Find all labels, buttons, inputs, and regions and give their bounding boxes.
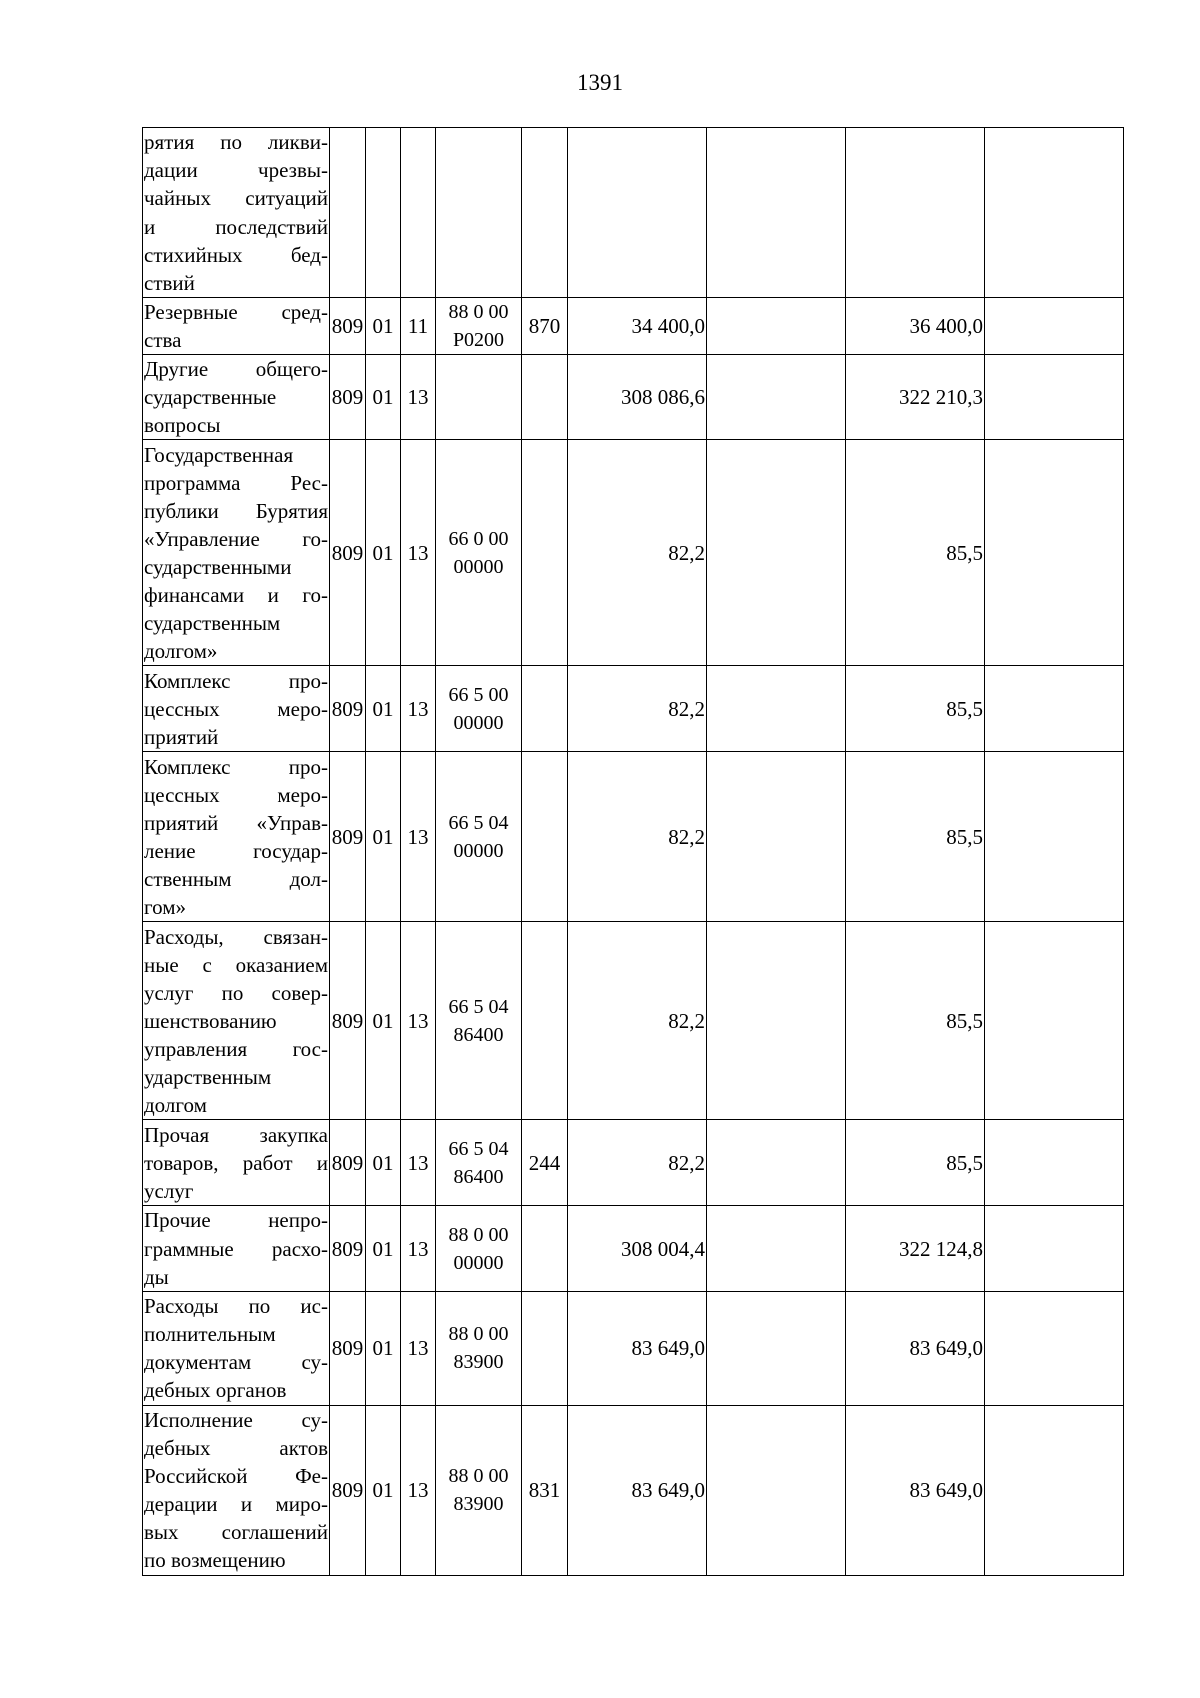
amount-cell-1: [568, 128, 707, 298]
grbs-code-cell: 809: [330, 752, 366, 922]
expense-type-cell: [522, 355, 568, 440]
table-row: [143, 922, 1124, 1120]
subsection-code-cell: 13: [401, 922, 436, 1120]
table-row: [143, 128, 1124, 298]
expense-name-cell: [143, 440, 330, 666]
amount-cell-3: 83 649,0: [846, 1405, 985, 1575]
grbs-code-cell: 809: [330, 1120, 366, 1206]
subsection-code-cell: 13: [401, 1291, 436, 1405]
amount-cell-1: 34 400,0: [568, 298, 707, 355]
section-code-cell: 01: [366, 298, 401, 355]
amount-cell-1: 82,2: [568, 922, 707, 1120]
expense-name-line: Государственная: [144, 442, 294, 467]
expense-name-line: ударственным: [144, 1065, 272, 1090]
expense-type-cell: [522, 1291, 568, 1405]
expense-name-line: управления гос-: [144, 1037, 328, 1062]
expense-name-cell: [143, 1291, 330, 1405]
target-article-line: 83900: [453, 1493, 504, 1516]
expense-name-cell: [143, 1120, 330, 1206]
expense-name-line: вопросы: [144, 413, 221, 438]
grbs-code-cell: 809: [330, 1405, 366, 1575]
expense-name-line: и последствий: [144, 214, 328, 239]
expense-type-cell: 244: [522, 1120, 568, 1206]
expense-name-line: вых соглашений: [144, 1520, 328, 1545]
amount-cell-2: [707, 666, 846, 752]
subsection-code-cell: 11: [401, 298, 436, 355]
expense-name-line: рятия по ликви-: [144, 130, 328, 155]
table-row: [143, 1206, 1124, 1291]
table-row: [143, 1405, 1124, 1575]
expense-name-line: ствий: [144, 270, 195, 295]
expense-type-cell: [522, 922, 568, 1120]
expense-name-line: Прочая закупка: [144, 1122, 328, 1147]
amount-cell-3: 83 649,0: [846, 1291, 985, 1405]
amount-cell-1: 83 649,0: [568, 1405, 707, 1575]
amount-cell-3: 322 210,3: [846, 355, 985, 440]
amount-cell-1: 82,2: [568, 1120, 707, 1206]
amount-cell-4: [985, 440, 1124, 666]
expense-name-line: ные с оказанием: [144, 952, 328, 977]
budget-table: [142, 127, 1124, 1576]
grbs-code-cell: 809: [330, 1291, 366, 1405]
expense-name-line: дации чрезвы-: [144, 158, 328, 183]
expense-name-line: долгом»: [144, 639, 218, 664]
expense-name-line: Исполнение су-: [144, 1407, 328, 1432]
expense-name-line: финансами и го-: [144, 583, 328, 608]
expense-type-cell: 831: [522, 1405, 568, 1575]
expense-name-cell: [143, 298, 330, 355]
table-body: [143, 128, 1124, 1576]
expense-name-cell: [143, 128, 330, 298]
expense-name-line: Резервные сред-: [144, 300, 328, 324]
subsection-code-cell: 13: [401, 355, 436, 440]
target-article-line: 86400: [453, 1165, 504, 1188]
expense-name-line: Комплекс про-: [144, 668, 328, 693]
expense-name-cell: [143, 1405, 330, 1575]
subsection-code-cell: 13: [401, 752, 436, 922]
expense-name-cell: [143, 922, 330, 1120]
expense-name-line: товаров, работ и: [144, 1150, 328, 1175]
expense-name-line: долгом: [144, 1093, 207, 1118]
amount-cell-2: [707, 752, 846, 922]
expense-name-line: Расходы, связан-: [144, 924, 328, 949]
expense-name-line: Прочие непро-: [144, 1208, 328, 1233]
amount-cell-1: 308 086,6: [568, 355, 707, 440]
target-article-line: 66 5 04: [448, 1137, 509, 1160]
table-row: [143, 1291, 1124, 1405]
section-code-cell: 01: [366, 752, 401, 922]
table-row: [143, 355, 1124, 440]
target-article-line: 88 0 00: [448, 1323, 509, 1346]
table-row: [143, 666, 1124, 752]
expense-name-line: ства: [144, 328, 182, 353]
expense-name-line: приятий «Управ-: [144, 810, 328, 835]
target-article-cell: [436, 440, 522, 666]
expense-name-line: Расходы по ис-: [144, 1294, 328, 1319]
target-article-line: 00000: [453, 711, 504, 734]
amount-cell-1: 82,2: [568, 666, 707, 752]
section-code-cell: 01: [366, 666, 401, 752]
target-article-cell: [436, 1206, 522, 1291]
expense-type-cell: [522, 128, 568, 298]
section-code-cell: 01: [366, 1206, 401, 1291]
expense-name-line: Другие общего-: [144, 357, 328, 382]
grbs-code-cell: 809: [330, 922, 366, 1120]
target-article-cell: [436, 355, 522, 440]
target-article-line: 88 0 00: [448, 1223, 509, 1246]
amount-cell-3: 85,5: [846, 440, 985, 666]
target-article-line: 88 0 00: [448, 301, 509, 324]
section-code-cell: 01: [366, 1120, 401, 1206]
subsection-code-cell: [401, 128, 436, 298]
amount-cell-1: 83 649,0: [568, 1291, 707, 1405]
amount-cell-1: 308 004,4: [568, 1206, 707, 1291]
expense-name-line: «Управление го-: [144, 526, 328, 551]
target-article-cell: [436, 666, 522, 752]
table-row: [143, 752, 1124, 922]
table-row: [143, 298, 1124, 355]
section-code-cell: [366, 128, 401, 298]
expense-name-line: граммные расхо-: [144, 1236, 328, 1261]
expense-name-line: приятий: [144, 725, 219, 750]
amount-cell-2: [707, 1120, 846, 1206]
expense-name-cell: [143, 355, 330, 440]
expense-name-line: ление государ-: [144, 838, 328, 863]
expense-name-cell: [143, 666, 330, 752]
expense-name-line: дебных органов: [144, 1378, 287, 1403]
target-article-line: 66 0 00: [448, 527, 509, 550]
expense-type-cell: [522, 752, 568, 922]
target-article-cell: [436, 1405, 522, 1575]
target-article-cell: [436, 1291, 522, 1405]
expense-name-line: дерации и миро-: [144, 1492, 328, 1517]
grbs-code-cell: 809: [330, 666, 366, 752]
amount-cell-4: [985, 752, 1124, 922]
amount-cell-3: [846, 128, 985, 298]
amount-cell-2: [707, 1291, 846, 1405]
target-article-line: 66 5 04: [448, 811, 509, 834]
amount-cell-4: [985, 1206, 1124, 1291]
amount-cell-2: [707, 1405, 846, 1575]
section-code-cell: 01: [366, 1291, 401, 1405]
expense-type-cell: [522, 1206, 568, 1291]
amount-cell-1: 82,2: [568, 752, 707, 922]
expense-name-line: цессных меро-: [144, 782, 328, 807]
expense-type-cell: 870: [522, 298, 568, 355]
amount-cell-3: 85,5: [846, 752, 985, 922]
amount-cell-2: [707, 922, 846, 1120]
expense-name-line: цессных меро-: [144, 696, 328, 721]
expense-name-line: Российской Фе-: [144, 1464, 328, 1489]
expense-name-line: публики Бурятия: [144, 498, 328, 523]
expense-name-line: программа Рес-: [144, 470, 328, 495]
expense-name-line: шенствованию: [144, 1008, 277, 1033]
grbs-code-cell: 809: [330, 440, 366, 666]
expense-type-cell: [522, 440, 568, 666]
section-code-cell: 01: [366, 922, 401, 1120]
amount-cell-3: 85,5: [846, 666, 985, 752]
expense-name-line: Комплекс про-: [144, 754, 328, 779]
section-code-cell: 01: [366, 440, 401, 666]
amount-cell-3: 36 400,0: [846, 298, 985, 355]
target-article-line: 83900: [453, 1351, 504, 1374]
expense-name-line: дебных актов: [144, 1436, 328, 1461]
amount-cell-4: [985, 1405, 1124, 1575]
table-row: [143, 1120, 1124, 1206]
amount-cell-3: 322 124,8: [846, 1206, 985, 1291]
amount-cell-2: [707, 298, 846, 355]
expense-name-line: услуг по совер-: [144, 980, 328, 1005]
target-article-line: 66 5 00: [448, 683, 509, 706]
amount-cell-4: [985, 666, 1124, 752]
amount-cell-2: [707, 355, 846, 440]
target-article-cell: [436, 128, 522, 298]
amount-cell-2: [707, 440, 846, 666]
amount-cell-4: [985, 1291, 1124, 1405]
subsection-code-cell: 13: [401, 666, 436, 752]
amount-cell-3: 85,5: [846, 922, 985, 1120]
amount-cell-3: 85,5: [846, 1120, 985, 1206]
target-article-line: 86400: [453, 1023, 504, 1046]
table-row: [143, 440, 1124, 666]
target-article-cell: [436, 1120, 522, 1206]
amount-cell-4: [985, 1120, 1124, 1206]
section-code-cell: 01: [366, 355, 401, 440]
expense-name-line: ственным дол-: [144, 867, 328, 892]
amount-cell-2: [707, 1206, 846, 1291]
target-article-line: 00000: [453, 1251, 504, 1274]
subsection-code-cell: 13: [401, 1120, 436, 1206]
expense-name-cell: [143, 1206, 330, 1291]
amount-cell-2: [707, 128, 846, 298]
target-article-line: 66 5 04: [448, 995, 509, 1018]
grbs-code-cell: 809: [330, 1206, 366, 1291]
target-article-cell: [436, 752, 522, 922]
subsection-code-cell: 13: [401, 440, 436, 666]
target-article-line: 88 0 00: [448, 1465, 509, 1488]
expense-name-line: сударственным: [144, 611, 281, 636]
subsection-code-cell: 13: [401, 1405, 436, 1575]
amount-cell-4: [985, 355, 1124, 440]
expense-name-line: сударственные: [144, 385, 277, 410]
section-code-cell: 01: [366, 1405, 401, 1575]
grbs-code-cell: 809: [330, 298, 366, 355]
expense-name-line: чайных ситуаций: [144, 186, 328, 211]
subsection-code-cell: 13: [401, 1206, 436, 1291]
amount-cell-4: [985, 128, 1124, 298]
expense-name-line: стихийных бед-: [144, 242, 328, 267]
grbs-code-cell: 809: [330, 355, 366, 440]
expense-name-line: по возмещению: [144, 1548, 286, 1573]
expense-name-cell: [143, 752, 330, 922]
target-article-cell: [436, 922, 522, 1120]
expense-name-line: ды: [144, 1264, 169, 1289]
expense-name-line: документам су-: [144, 1350, 328, 1375]
expense-name-line: полнительным: [144, 1322, 276, 1347]
expense-name-line: гом»: [144, 895, 186, 920]
expense-type-cell: [522, 666, 568, 752]
grbs-code-cell: [330, 128, 366, 298]
page-number: 1391: [577, 70, 623, 95]
amount-cell-4: [985, 298, 1124, 355]
target-article-line: 00000: [453, 839, 504, 862]
amount-cell-1: 82,2: [568, 440, 707, 666]
target-article-cell: [436, 298, 522, 355]
target-article-line: P0200: [452, 329, 505, 352]
amount-cell-4: [985, 922, 1124, 1120]
expense-name-line: сударственными: [144, 554, 292, 579]
expense-name-line: услуг: [144, 1179, 194, 1204]
target-article-line: 00000: [453, 555, 504, 578]
